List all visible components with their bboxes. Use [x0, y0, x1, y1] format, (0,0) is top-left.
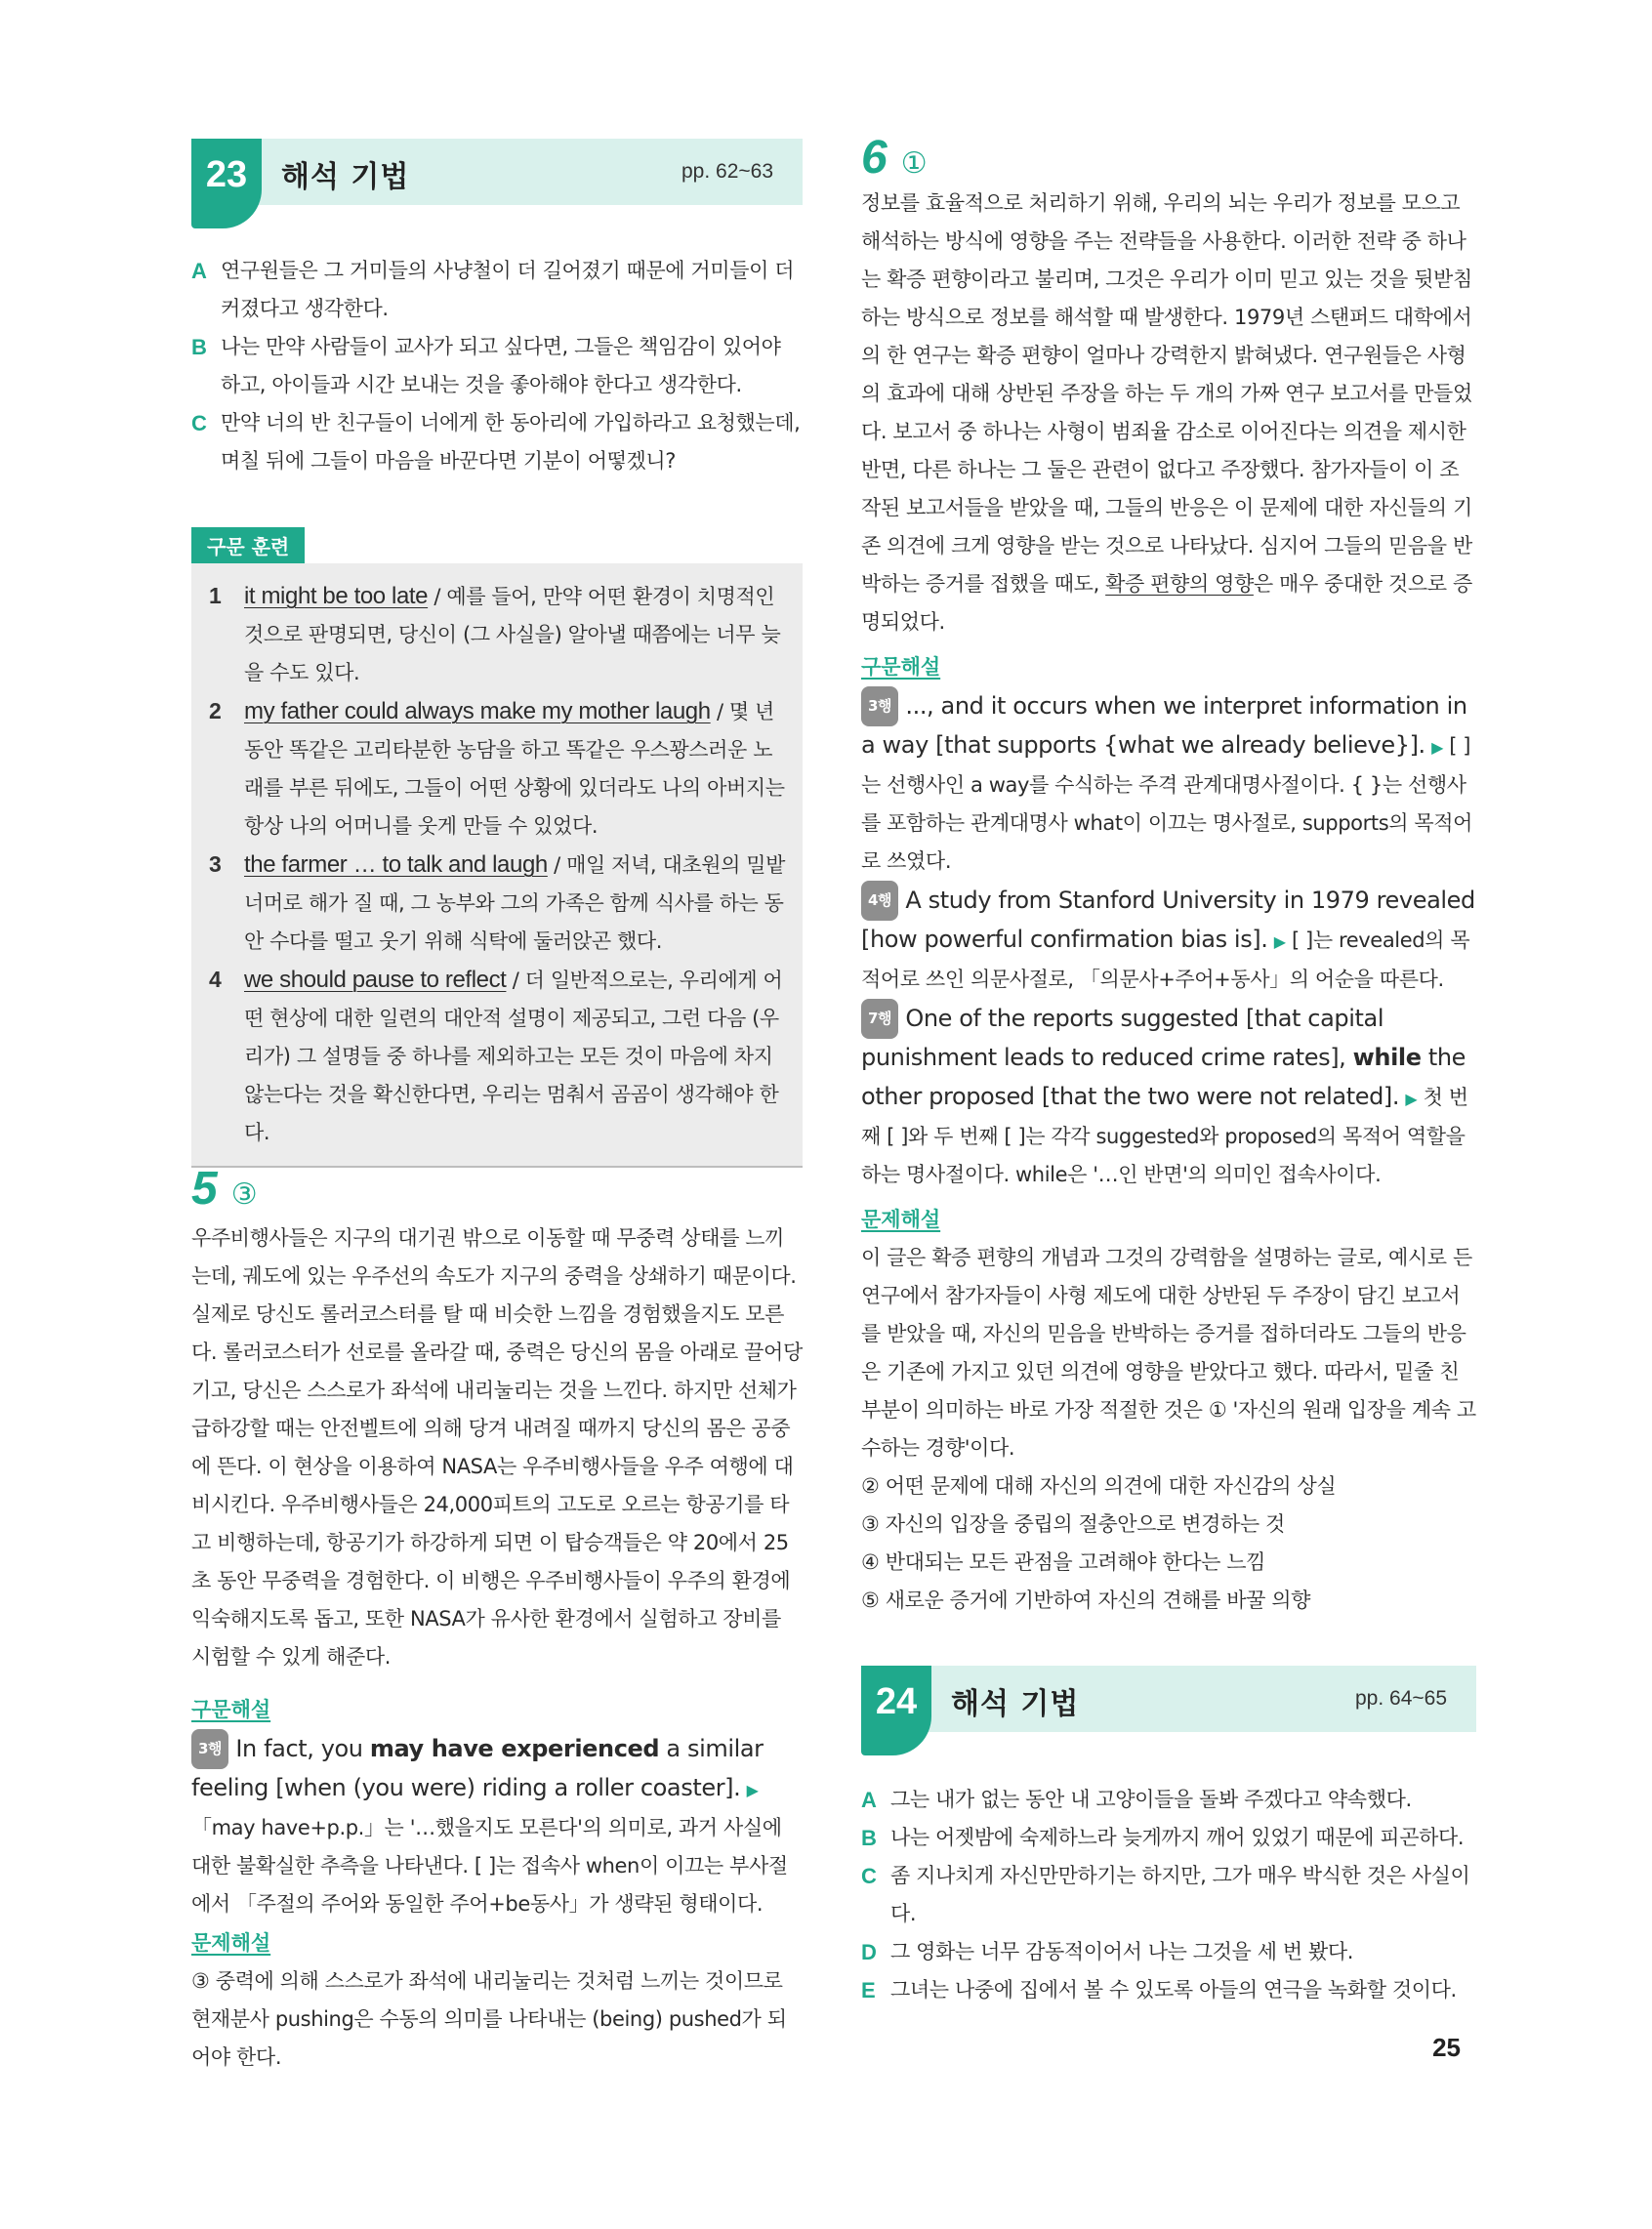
line-label: 3행: [191, 1729, 228, 1769]
question-answer: ③: [230, 1177, 258, 1212]
question-5-heading: [191, 1162, 803, 1216]
question-6-passage: [861, 185, 1476, 641]
line-label: 4행: [861, 881, 898, 921]
item-text: 그 영화는 너무 감동적이어서 나는 그것을 세 번 봤다.: [890, 1940, 1354, 1963]
line-label: 3행: [861, 686, 898, 726]
drill-text: / 몇 년 동안 똑같은 고리타분한 농담을 하고 똑같은 우스꽝스러운 노래를 부른 뒤에도, 그들이 어떤 상황에 있더라도 나의 아버지는 항상 나의 어머니를 웃게 만들 수 있었다.: [244, 700, 785, 838]
drill-row: [207, 692, 787, 846]
grammar-english-bold: while: [1352, 1044, 1422, 1071]
grammar-note: [191, 1729, 803, 1923]
choice-item: ③ 자신의 입장을 중립의 절충안으로 변경하는 것: [861, 1512, 1285, 1536]
drill-text: / 예를 들어, 만약 어떤 환경이 치명적인 것으로 판명되면, 당신이 (그 사실을) 알아낼 때쯤에는 너무 늦을 수도 있다.: [244, 585, 781, 684]
triangle-icon: ▶: [1405, 1090, 1418, 1108]
grammar-explanation: 「may have+p.p.」는 '…했을지도 모른다'의 의미로, 과거 사실에 대한 불확실한 추측을 나타낸다. [ ]는 접속사 when이 이끄는 부사절에서 「주절의 주어와 동일한 주어+be동사」가 생략된 형태이다.: [191, 1816, 788, 1916]
list-item: [861, 1933, 1476, 1971]
triangle-icon: ▶: [746, 1781, 759, 1799]
solution-heading: 문제해설: [861, 1208, 941, 1231]
question-5: [191, 1162, 803, 2077]
grammar-explanation: 첫 번째 [ ]와 두 번째 [ ]는 각각 suggested와 proposed의 목적어 역할을 하는 명사절이다. while은 '…인 반면'의 의미인 접속사이다.: [861, 1086, 1468, 1186]
item-letter: A: [191, 259, 207, 283]
list-item: [861, 1781, 1476, 1819]
item-letter: C: [191, 411, 207, 435]
solution-text: ③ 중력에 의해 스스로가 좌석에 내리눌리는 것처럼 느끼는 것이므로 현재분사 pushing은 수동의 의미를 나타내는 (being) pushed가 되어야 한다.: [191, 1969, 787, 2069]
list-item: [191, 252, 803, 328]
item-text: 나는 어젯밤에 숙제하느라 늦게까지 깨어 있었기 때문에 피곤하다.: [890, 1826, 1465, 1849]
question-number: 6: [861, 132, 888, 184]
grammar-note: [861, 999, 1476, 1194]
grammar-note: [861, 686, 1476, 881]
lesson-23-pages: pp. 62~63: [681, 160, 773, 183]
solution-heading: 문제해설: [191, 1931, 271, 1955]
grammar-heading: 구문해설: [191, 1698, 271, 1721]
syntax-drill: [191, 527, 803, 1168]
drill-number: 1: [209, 583, 222, 608]
list-item: [861, 1857, 1476, 1933]
drill-text: / 매일 저녁, 대초원의 밀밭 너머로 해가 질 때, 그 농부와 그의 가족은 함께 식사를 하는 동안 수다를 떨고 웃기 위해 식탁에 둘러앉곤 했다.: [244, 853, 786, 953]
grammar-english: A study from Stanford University in 1979 revealed [how powerful confirmation bias is].: [861, 887, 1475, 953]
choice-item: ⑤ 새로운 증거에 기반하여 자신의 견해를 바꿀 의향: [861, 1589, 1311, 1612]
passage-text: 은 매우 중대한 것으로 증명되었다.: [861, 572, 1472, 634]
lesson-23-title: 해석 기법: [281, 160, 410, 194]
drill-number: 3: [209, 851, 222, 877]
item-letter: E: [861, 1978, 876, 2002]
lesson-24-banner: [861, 1666, 1476, 1732]
lesson-24-title: 해석 기법: [951, 1687, 1080, 1721]
item-text: 좀 지나치게 자신만만하기는 하지만, 그가 매우 박식한 것은 사실이다.: [890, 1864, 1470, 1925]
question-6: [861, 131, 1476, 1620]
triangle-icon: ▶: [1431, 738, 1443, 757]
item-letter: B: [191, 335, 207, 359]
item-text: 그녀는 나중에 집에서 볼 수 있도록 아들의 연극을 녹화할 것이다.: [890, 1978, 1457, 2002]
item-text: 그는 내가 없는 동안 내 고양이들을 돌봐 주겠다고 약속했다.: [890, 1788, 1412, 1811]
drill-phrase: the farmer … to talk and laugh: [244, 851, 548, 878]
grammar-english: In fact, you: [228, 1735, 370, 1762]
triangle-icon: ▶: [1273, 932, 1286, 951]
list-item: [861, 1971, 1476, 2009]
drill-phrase: we should pause to reflect: [244, 967, 507, 993]
drill-phrase: it might be too late: [244, 583, 429, 609]
solution-text: 이 글은 확증 편향의 개념과 그것의 강력함을 설명하는 글로, 예시로 든 연구에서 참가자들이 사형 제도에 대한 상반된 두 주장이 담긴 보고서를 받았을 때, 자신의 믿음을 반박하는 증거를 접하더라도 그들의 반응은 기존에 가지고 있던 의견에 영향을 받았다고 했다. 따라서, 밑줄 친 부분이 의미하는 바로 가장 적절한 것은 ① '자신의 원래 입장을 계속 고수하는 경향'이다.: [861, 1246, 1476, 1460]
lesson-24-pages: pp. 64~65: [1354, 1687, 1447, 1710]
drill-row: [207, 846, 787, 961]
list-item: [191, 404, 803, 480]
drill-number: 4: [209, 967, 222, 992]
syntax-drill-tag: 구문 훈련: [191, 527, 305, 563]
underlined-phrase: 확증 편향의 영향: [1105, 572, 1254, 596]
choice-item: ④ 반대되는 모든 관점을 고려해야 한다는 느낌: [861, 1550, 1266, 1574]
answer-choices: [861, 1467, 1476, 1620]
drill-text: / 더 일반적으로는, 우리에게 어떤 현상에 대한 일련의 대안적 설명이 제공되고, 그런 다음 (우리가) 그 설명들 중 하나를 제외하고는 모든 것이 마음에 차지 않는다는 것을 확신한다면, 우리는 멈춰서 곰곰이 생각해야 한다.: [244, 969, 783, 1144]
lesson-24-number: 24: [861, 1666, 931, 1755]
line-label: 7행: [861, 999, 898, 1039]
grammar-english-bold: may have experienced: [369, 1735, 660, 1762]
drill-row: [207, 961, 787, 1152]
list-item: [861, 1819, 1476, 1857]
drill-number: 2: [209, 698, 222, 723]
grammar-english: ..., and it occurs when we interpret information in a way [that supports {what we already believe}].: [861, 692, 1467, 759]
list-item: [191, 328, 803, 404]
grammar-english: the other proposed [that the two were not related].: [861, 1044, 1466, 1110]
question-5-passage: 우주비행사들은 지구의 대기권 밖으로 이동할 때 무중력 상태를 느끼는데, 궤도에 있는 우주선의 속도가 지구의 중력을 상쇄하기 때문이다. 실제로 당신도 롤러코스터를 탈 때 비슷한 느낌을 경험했을지도 모른다. 롤러코스터가 선로를 올라갈 때, 중력은 당신의 몸을 아래로 끌어당기고, 당신은 스스로가 좌석에 내리눌리는 것을 느낀다. 하지만 선체가 급하강할 때는 안전벨트에 의해 당겨 내려질 때까지 당신의 몸은 공중에 뜬다. 이 현상을 이용하여 NASA는 우주비행사들을 우주 여행에 대비시킨다. 우주비행사들은 24,000피트의 고도로 오르는 항공기를 타고 비행하는데, 항공기가 하강하게 되면 이 탑승객들은 약 20에서 25초 동안 무중력을 경험한다. 이 비행은 우주비행사들이 우주의 환경에 익숙해지도록 돕고, 또한 NASA가 유사한 환경에서 실험하고 장비를 시험할 수 있게 해준다.: [191, 1226, 803, 1669]
lesson-23-banner: [191, 139, 803, 205]
grammar-note: [861, 881, 1476, 999]
grammar-english: One of the reports suggested [that capital punishment leads to reduced crime rates],: [861, 1005, 1384, 1071]
page-number: 25: [1432, 2033, 1461, 2062]
lesson-23-items: [191, 252, 803, 480]
item-letter: B: [861, 1826, 877, 1850]
item-letter: C: [861, 1864, 877, 1888]
grammar-heading: 구문해설: [861, 655, 941, 679]
drill-phrase: my father could always make my mother laugh: [244, 698, 711, 724]
lesson-24-items: [861, 1781, 1476, 2009]
drill-row: [207, 577, 787, 692]
item-text: 나는 만약 사람들이 교사가 되고 싶다면, 그들은 책임감이 있어야 하고, 아이들과 시간 보내는 것을 좋아해야 한다고 생각한다.: [221, 335, 781, 396]
item-letter: D: [861, 1940, 877, 1964]
lesson-23-number: 23: [191, 139, 262, 228]
grammar-english: a similar feeling [when (you were) riding a roller coaster].: [191, 1735, 764, 1801]
grammar-explanation: [ ]는 선행사인 a way를 수식하는 주격 관계대명사절이다. { }는 선행사를 포함하는 관계대명사 what이 이끄는 명사절로, supports의 목적어로 쓰였다.: [861, 734, 1473, 873]
item-text: 만약 너의 반 친구들이 너에게 한 동아리에 가입하라고 요청했는데, 며칠 뒤에 그들이 마음을 바꾼다면 기분이 어떻겠니?: [221, 411, 801, 473]
passage-text: 정보를 효율적으로 처리하기 위해, 우리의 뇌는 우리가 정보를 모으고 해석하는 방식에 영향을 주는 전략들을 사용한다. 이러한 전략 중 하나는 확증 편향이라고 불리며, 그것은 우리가 이미 믿고 있는 것을 뒷받침하는 방식으로 정보를 해석할 때 발생한다. 1979년 스탠퍼드 대학에서의 한 연구는 확증 편향이 얼마나 강력한지 밝혀냈다. 연구원들은 사형의 효과에 대해 상반된 주장을 하는 두 개의 가짜 연구 보고서를 만들었다. 보고서 중 하나는 사형이 범죄율 감소로 이어진다는 의견을 제시한 반면, 다른 하나는 그 둘은 관련이 없다고 주장했다. 참가자들이 이 조작된 보고서들을 받았을 때, 그들의 반응은 이 문제에 대한 자신들의 기존 의견에 크게 영향을 받는 것으로 나타났다. 심지어 그들의 믿음을 반박하는 증거를 접했을 때도,: [861, 191, 1472, 596]
question-6-heading: [861, 131, 1476, 185]
syntax-drill-box: [191, 563, 803, 1168]
item-letter: A: [861, 1788, 877, 1812]
question-number: 5: [191, 1163, 218, 1215]
question-answer: ①: [900, 146, 928, 181]
grammar-explanation: [ ]는 revealed의 목적어로 쓰인 의문사절로, 「의문사+주어+동사」의 어순을 따른다.: [861, 929, 1470, 991]
choice-item: ② 어떤 문제에 대해 자신의 의견에 대한 자신감의 상실: [861, 1474, 1337, 1498]
item-text: 연구원들은 그 거미들의 사냥철이 더 길어졌기 때문에 거미들이 더 커졌다고 생각한다.: [221, 259, 795, 320]
